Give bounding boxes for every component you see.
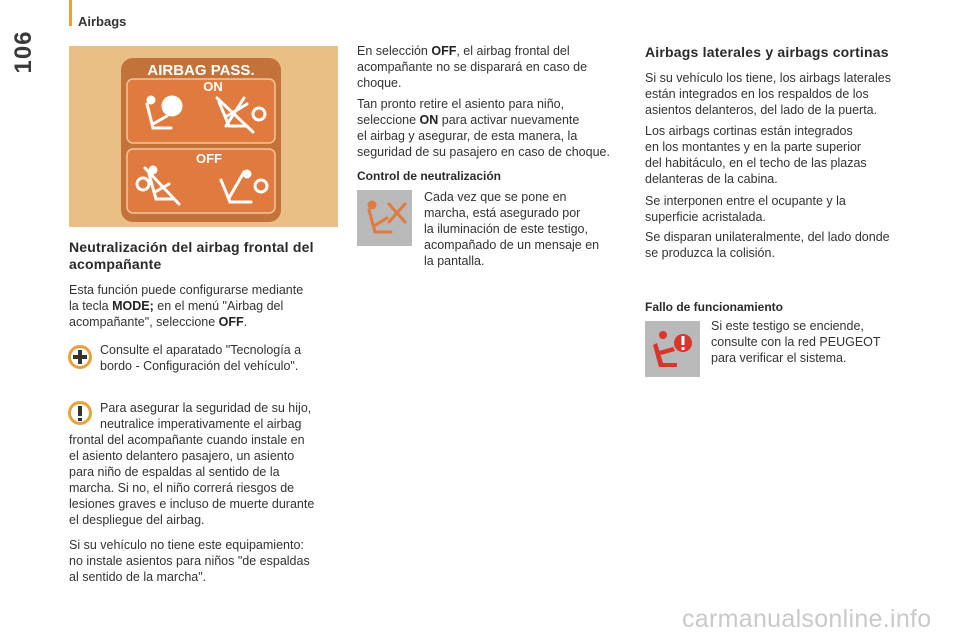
off-selection-text: En selección OFF, el airbag frontal del acompañante no se disparará en caso de choque. [357,44,588,90]
side-curtain-heading: Airbags laterales y airbags cortinas [645,44,889,60]
control-text: Cada vez que se pone en marcha, está asegurado por la iluminación de este testigo, acompañado de un mensaje en la pantalla. [424,190,600,268]
consult-note: Consulte el aparatado "Tecnología a bordo - Configuración del vehículo". [100,343,302,373]
passenger-airbag-off-tell-tale-icon [357,190,412,246]
deploy-paragraph: Se disparan unilateralmente, del lado donde se produzca la colisión. [645,230,890,260]
curtain-airbags-paragraph: Los airbags cortinas están integrados en los montantes y en la parte superior del habitáculo, en el techo de las plazas delanteras de la cabina. [645,124,867,186]
airbag-switch-illustration [69,46,338,227]
header-accent-bar [69,0,72,26]
page-number: 106 [10,30,37,74]
child-safety-warning: Para asegurar la seguridad de su hijo, neutralice imperativamente el airbag frontal del acompañante cuando instale en el asiento delantero pasajero, un asiento para niño de espaldas al sentido de la marcha. Si no, el niño correrá riesgos de lesiones graves e incluso de muerte durante el despliegue del airbag. [69,401,315,527]
neutral-intro: Esta función puede configurarse mediante la tecla MODE; en el menú "Airbag del acompañante", seleccione OFF. [69,283,304,329]
interpose-paragraph: Se interponen entre el ocupante y la superficie acristalada. [645,194,846,224]
neutral-heading: Neutralización del airbag frontal del acompañante [69,239,314,272]
control-heading: Control de neutralización [357,169,502,183]
airbag-pass-switch-svg [69,46,338,227]
section-title: Airbags [78,14,127,29]
watermark-text: carmanualsonline.info [682,605,932,633]
switch-title-text: AIRBAG PASS. [147,62,255,79]
on-label: ON [203,79,223,94]
reactivate-text: Tan pronto retire el asiento para niño, seleccione ON para activar nuevamente el airbag y asegurar, de esta manera, la seguridad de su pasajero en caso de choque. [357,97,610,159]
airbag-fault-tell-tale-icon [645,321,700,377]
side-airbags-paragraph: Si su vehículo los tiene, los airbags laterales están integrados en los respaldos de los asientos delanteros, del lado de la puerta. [645,71,891,117]
plus-icon [67,344,93,370]
off-label: OFF [196,151,222,166]
fault-text: Si este testigo se enciende, consulte con la red PEUGEOT para verificar el sistema. [711,319,881,365]
equipment-note: Si su vehículo no tiene este equipamiento: no instale asientos para niños "de espaldas al sentido de la marcha". [69,538,310,584]
fault-heading: Fallo de funcionamiento [645,300,784,314]
